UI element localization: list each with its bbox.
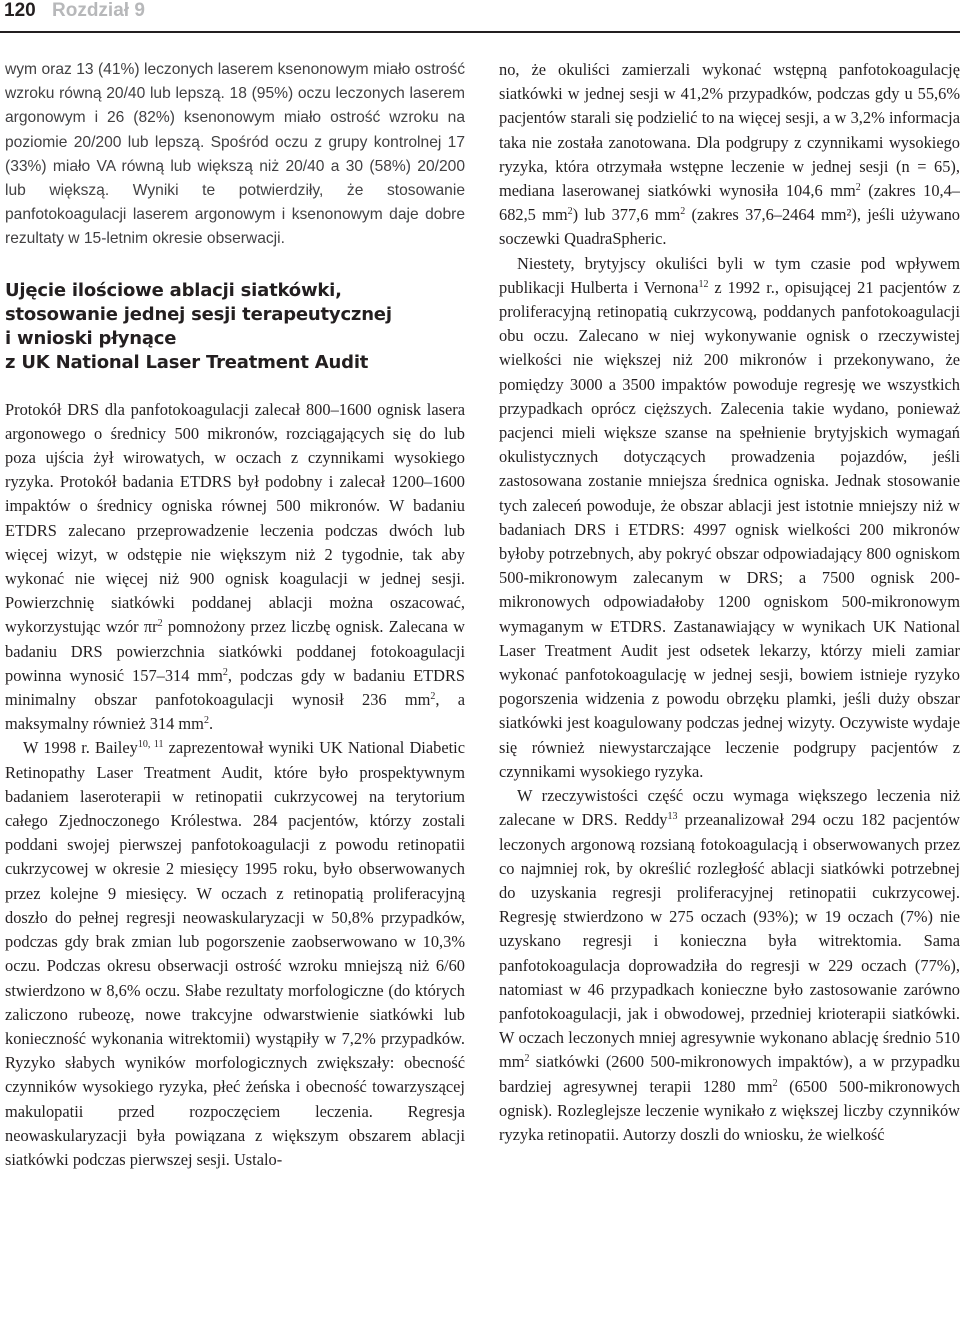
paragraph-text: Protokół DRS dla panfotokoagulacji zalecał 800–1600 ognisk lasera argonowego o średnicy 500 mikronów, rozciągających się do lub poza ujścia żył wirowatych, w oczach z czynnikami wysokiego ryzyka. Protokół badania ETDRS był podobny i zalecał 1200–1600 impaktów o średnicy ogniska równej 500 mikronów. W badaniu ETDRS zalecano przeprowadzenie leczenia podczas dwóch lub więcej wizyt, w odstępie nie większym niż 2 tygodnie, tak aby wykonać nie więcej niż 900 ognisk koagulacji w jednej sesji. Powierzchnię siatkówki poddanej ablacji można oszacować, wykorzystując wzór πr [5, 399, 465, 637]
section-heading-line: stosowanie jednej sesji terapeutycznej [5, 303, 392, 325]
section-heading-line: Ujęcie ilościowe ablacji siatkówki, [5, 279, 342, 301]
paragraph-text: , podczas gdy w badaniu ETDRS minimalny obszar panfotokoagulacji wynosił 236 mm [5, 665, 465, 710]
paragraph-text: Niestety, brytyjscy okuliści byli w tym czasie pod wpływem publikacji Hulberta i Vernona [499, 253, 960, 297]
paragraph-text: ) lub 377,6 mm [572, 205, 681, 225]
body-paragraph-hulbert-vernon [499, 252, 960, 784]
superscript: 2 [222, 666, 228, 678]
paragraph-text: (zakres 10,4–682,5 mm [499, 181, 960, 225]
right-column [499, 58, 960, 1147]
superscript: 2 [855, 182, 861, 194]
superscript: 2 [524, 1053, 530, 1065]
intro-paragraph: wym oraz 13 (41%) leczonych laserem ksenonowym miało ostrość wzroku równą 20/40 lub lepszą. 18 (95%) oczu leczonych laserem argonowym i 26 (82%) ksenonowym miało ostrość wzroku na poziomie 20/200 lub lepszą. Spośród oczu z grupy kontrolnej 17 (33%) miało VA równą lub większą niż 20/40 a 30 (58%) 20/200 lub większą. Wyniki te potwierdziły, że stosowanie panfotokoagulacji laserem argonowym i ksenonowym daje dobre rezultaty w 15-letnim okresie obserwacji. [5, 61, 465, 248]
superscript: 2 [772, 1077, 778, 1089]
citation-superscript: 13 [667, 811, 678, 823]
superscript: 2 [157, 618, 163, 630]
citation-superscript: 12 [698, 278, 709, 290]
paragraph-text: (6500 500-mikronowych ognisk). Rozleglejsze leczenie wynikało z większej liczby czynników ryzyka retinopatii. Autorzy doszli do wniosku, że wielkość [499, 1076, 960, 1144]
superscript: 2 [567, 206, 573, 218]
paragraph-text: z 1992 r., opisującej 21 pacjentów z proliferacyjną retinopatią cukrzycową, poddanych panfotokoagulacji obu oczu. Zalecano w niej wykonywanie ognisk o rzeczywistej wielkości nie większej niż 200 mikronów i przekonywano, że pomiędzy 3000 a 3500 impaktów powoduje regresję we wszystkich przypadkach oprócz cięższych. Zalecenia takie wydano, ponieważ pacjenci mieli większe szanse na spełnienie brytyjskich wymagań okulistycznych dotyczących prowadzenia pojazdów, jeśli zastosowana zostanie mniejsza średnica ogniska. Jednak stosowanie tych zaleceń powoduje, że obszar ablacji jest istotnie mniejszy niż w badaniach DRS i ETDRS: 4997 ognisk wielkości 200 mikronów byłoby potrzebnych, aby pokryć obszar odpowiadający 800 ogniskom 500-mikronowym zalecanym w DRS; a 7500 ognisk 200-mikronowych odpowiadałoby 1200 ogniskom 500-mikronowym wymaganym w ETDRS. Zastanawiający w wynikach UK National Laser Treatment Audit jest odsetek lekarzy, którzy mieli zamiar wykonać panfotokoagulację w jednej sesji, bowiem istnieje ryzyko pogorszenia widzenia z powodu obrzęku plamki, jeśli duży obszar siatkówki jest koagulowany podczas jednej wizyty. Oczywiste wydaje się również niewystarczające leczenie podgrupy pacjentów z czynnikami wysokiego ryzyka. [499, 277, 960, 781]
superscript: 2 [680, 206, 686, 218]
header-divider [0, 31, 960, 33]
citation-superscript: 10, 11 [137, 739, 164, 751]
paragraph-text: . [208, 714, 214, 734]
paragraph-text: (zakres 37,6–2464 mm²), jeśli używano soczewki QuadraSpheric. [499, 205, 960, 249]
body-paragraph-session-results [499, 58, 960, 252]
paragraph-text: zaprezentował wyniki UK National Diabetic Retinopathy Laser Treatment Audit, które było prospektywnym badaniem laseroterapii w retinopatii cukrzycowej na terytorium całego Zjednoczonego Królestwa. 284 pacjentów, którzy zostali poddani swojej pierwszej panfotokoagulacji z powodu retinopatii cukrzycowej w okresie 2 miesięcy 1995 roku, było obserwowanych przez kolejne 9 miesięcy. W oczach z retinopatią proliferacyjną doszło do pełnej regresji neowaskularyzacji w 50,8% przypadków, podczas gdy brak zmian lub pogorszenie zaobserwowano w 10,3% oczu. Podczas okresu obserwacji ostrość wzroku mniejszą niż 6/60 stwierdzono w 8,6% oczu. Słabe rezultaty morfologiczne (do których zaliczono rubeozę, nowe trakcyjne odwarstwienie siatkówki lub konieczność wykonania witrektomii) wystąpiły w 7,2% przypadków. Ryzyko słabych wyników morfologicznych zwiększały: obecność czynników wysokiego ryzyka, płeć żeńska i obecność towarzyszącej makulopatii przed rozpoczęciem leczenia. Regresja neowaskularyzacji była powiązana z większym obszarem ablacji siatkówki podczas pierwszej sesji. Ustalo- [5, 738, 465, 1169]
left-column [5, 58, 465, 1172]
superscript: 2 [203, 715, 209, 727]
page-header [0, 0, 960, 30]
paragraph-text: przeanalizował 294 oczu 182 pacjentów leczonych argonową rozsianą fotokoagulacją i obserwowanych przez co najmniej rok, by określić rozległość ablacji siatkówki potrzebnej do uzyskania regresji proliferacyjnej retinopatii cukrzycowej. Regresję stwierdzono w 275 oczach (93%); w 19 oczach (7%) nie uzyskano regresji i konieczna była witrektomia. Sama panfotokoagulacja doprowadziła do regresji w 229 oczach (77%), natomiast w 46 przypadkach konieczne było zastosowanie zarówno panfotokoagulacji, jak i obwodowej, przedniej krioterapii siatkówki. W oczach leczonych mniej agresywnie wykonano ablację średnio 510 mm [499, 810, 960, 1072]
body-paragraph-bailey-audit [5, 736, 465, 1172]
paragraph-text: pomnożony przez liczbę ognisk. Zalecana w badaniu DRS powierzchnia siatkówki poddanej fotokoagulacji powinna wynosić 157–314 mm [5, 617, 466, 685]
section-heading-line: i wnioski płynące [5, 327, 177, 349]
paragraph-text: , a maksymalny również 314 mm [5, 690, 465, 734]
paragraph-text: W 1998 r. Bailey [23, 738, 138, 758]
body-paragraph-reddy [499, 784, 960, 1147]
section-heading-line: z UK National Laser Treatment Audit [5, 351, 369, 373]
superscript: 2 [430, 691, 436, 703]
paragraph-text: W rzeczywistości część oczu wymaga większego leczenia niż zalecane w DRS. Reddy [499, 786, 960, 830]
chapter-label: Rozdział 9 [52, 0, 145, 21]
paragraph-text: no, że okuliści zamierzali wykonać wstępną panfotokoagulację siatkówki w jednej sesji w 41,2% przypadków, podczas gdy u 55,6% pacjentów starali się podzielić to na więcej sesji, a w 3,2% informacja taka nie została zanotowana. Dla podgrupy z czynnikami wysokiego ryzyka, która otrzymała wstępne leczenie w jednej sesji (n = 65), mediana laserowanej siatkówki wynosiła 104,6 mm [499, 60, 960, 201]
body-paragraph-drs-protocol [5, 398, 465, 737]
page-number: 120 [4, 0, 36, 21]
section-heading [5, 279, 465, 375]
paragraph-text: siatkówki (2600 500-mikronowych impaktów), a w przypadku bardziej agresywnej terapii 1280 mm [499, 1052, 960, 1096]
